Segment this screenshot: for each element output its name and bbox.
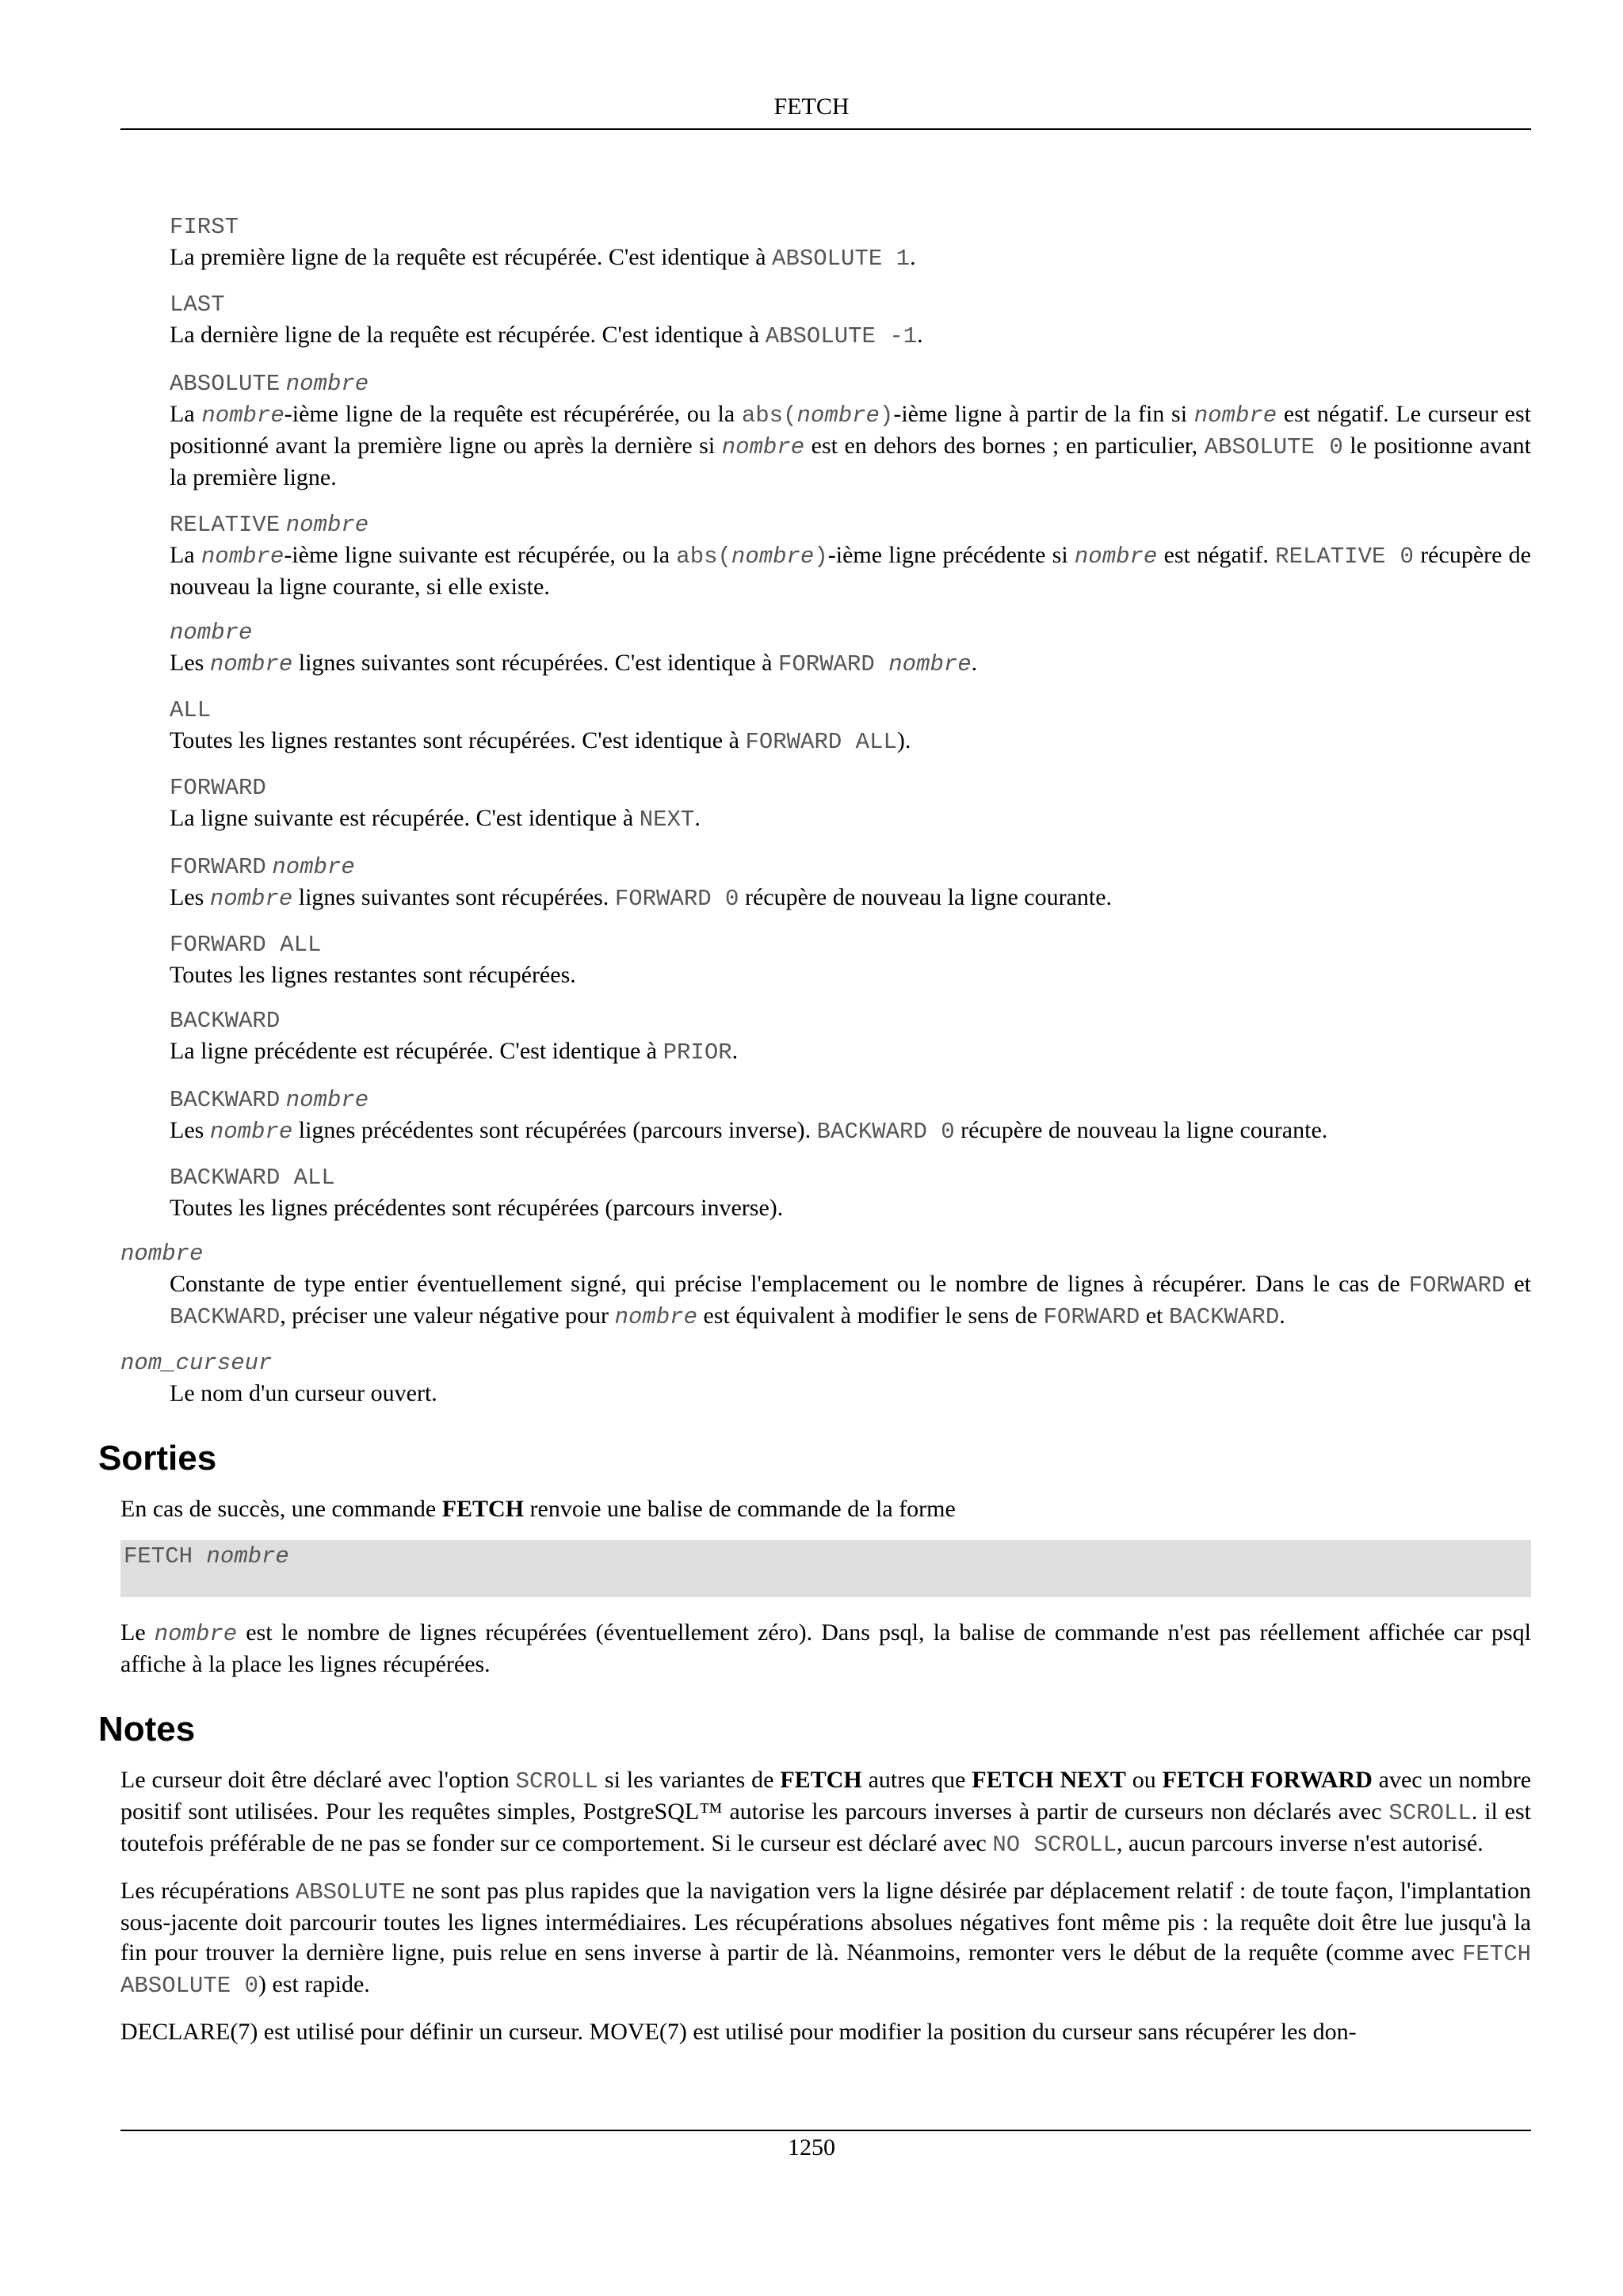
notes-paragraph-2: Les récupérations ABSOLUTE ne sont pas plus rapides que la navigation vers la ligne désirée par déplacement relatif : de toute façon, l'implantation sous-jacente doit parcourir toutes les lignes intermédiaires. Les récupérations absolues négatives font même pis : la requête doit être lue jusqu'à la fin pour trouver la dernière ligne, puis relue en sens inverse à partir de là. Néanmoins, remonter vers le début de la requête (comme avec FETCH ABSOLUTE 0) est rapide. — [120, 1878, 1532, 1999]
direction-backward-count — [170, 1084, 1531, 1147]
direction-desc: La première ligne de la requête est récupérée. C'est identique à ABSOLUTE 1. — [170, 244, 916, 272]
param-nombre — [120, 1239, 1531, 1333]
direction-desc: La nombre-ième ligne de la requête est récupérérée, ou la abs(nombre)-ième ligne à partir de la fin si nombre est négatif. Le curseur est positionné avant la première ligne ou après la dernière si nombre est en dehors des bornes ; en particulier, ABSOLUTE 0 le positionne avant la première ligne. — [170, 401, 1532, 490]
section-heading-notes: Notes — [98, 1710, 196, 1749]
direction-desc: Toutes les lignes restantes sont récupérées. C'est identique à FORWARD ALL). — [170, 727, 911, 755]
direction-term: BACKWARD — [170, 1008, 281, 1034]
param-desc: Le nom d'un curseur ouvert. — [170, 1380, 437, 1406]
direction-relative — [170, 509, 1531, 602]
direction-desc: La nombre-ième ligne suivante est récupérée, ou la abs(nombre)-ième ligne précédente si nombre est négatif. RELATIVE 0 récupère de nouveau la ligne courante, si elle existe. — [170, 542, 1531, 600]
direction-count — [170, 618, 1531, 680]
direction-term: BACKWARD ALL — [170, 1165, 335, 1191]
page-content — [98, 212, 1532, 2063]
direction-last — [170, 290, 1531, 352]
direction-backward — [170, 1006, 1531, 1068]
sorties-intro: En cas de succès, une commande FETCH renvoie une balise de commande de la forme — [120, 1496, 956, 1522]
param-term: nom_curseur — [120, 1350, 273, 1376]
notes-paragraph-1: Le curseur doit être déclaré avec l'option SCROLL si les variantes de FETCH autres que FETCH NEXT ou FETCH FORWARD avec un nombre positif sont utilisées. Pour les requêtes simples, PostgreSQL™ autorise les parcours inverses à partir de curseurs non déclarés avec SCROLL. il est toutefois préférable de ne pas se fonder sur ce comportement. Si le curseur est déclaré avec NO SCROLL, aucun parcours inverse n'est autorisé. — [120, 1767, 1532, 1858]
direction-term: BACKWARD nombre — [170, 1087, 369, 1113]
direction-term: FORWARD ALL — [170, 932, 322, 958]
direction-all — [170, 696, 1531, 757]
direction-desc: Toutes les lignes restantes sont récupérées. — [170, 962, 576, 988]
direction-desc: La ligne suivante est récupérée. C'est identique à NEXT. — [170, 805, 701, 833]
direction-term: RELATIVE nombre — [170, 512, 369, 538]
direction-list — [170, 212, 1531, 1223]
direction-term: FORWARD nombre — [170, 854, 355, 880]
direction-forward-all — [170, 930, 1531, 990]
page-number: 1250 — [788, 2134, 835, 2161]
direction-term: ALL — [170, 697, 212, 723]
direction-backward-all — [170, 1163, 1531, 1223]
direction-term: FIRST — [170, 214, 239, 240]
direction-forward-count — [170, 851, 1531, 914]
direction-absolute — [170, 368, 1531, 493]
header-rule — [120, 128, 1531, 130]
section-heading-sorties: Sorties — [98, 1439, 217, 1478]
direction-term: LAST — [170, 292, 225, 318]
param-desc: Constante de type entier éventuellement signé, qui précise l'emplacement ou le nombre de lignes à récupérer. Dans le cas de FORWARD et BACKWARD, préciser une valeur négative pour nombre est équivalent à modifier le sens de FORWARD et BACKWARD. — [170, 1271, 1532, 1330]
direction-first — [170, 212, 1531, 274]
direction-desc: Les nombre lignes suivantes sont récupérées. C'est identique à FORWARD nombre. — [170, 650, 978, 677]
direction-term: nombre — [170, 620, 253, 646]
code-block: FETCH nombre — [120, 1540, 1531, 1597]
direction-term: FORWARD — [170, 775, 266, 801]
param-nom-curseur — [120, 1348, 1531, 1409]
direction-desc: Toutes les lignes précédentes sont récupérées (parcours inverse). — [170, 1195, 784, 1221]
direction-term: ABSOLUTE nombre — [170, 371, 369, 397]
direction-desc: Les nombre lignes précédentes sont récupérées (parcours inverse). BACKWARD 0 récupère de nouveau la ligne courante. — [170, 1117, 1328, 1145]
notes-paragraph-3: DECLARE(7) est utilisé pour définir un curseur. MOVE(7) est utilisé pour modifier la position du curseur sans récupérer les don- — [120, 2019, 1357, 2045]
direction-desc: La ligne précédente est récupérée. C'est identique à PRIOR. — [170, 1038, 739, 1066]
footer-rule — [120, 2130, 1531, 2131]
param-term: nombre — [120, 1241, 204, 1267]
direction-desc: Les nombre lignes suivantes sont récupérées. FORWARD 0 récupère de nouveau la ligne courante. — [170, 884, 1113, 912]
direction-forward — [170, 773, 1531, 835]
direction-desc: La dernière ligne de la requête est récupérée. C'est identique à ABSOLUTE -1. — [170, 322, 923, 349]
running-header: FETCH — [773, 93, 850, 120]
sorties-explanation: Le nombre est le nombre de lignes récupérées (éventuellement zéro). Dans psql, la balise de commande n'est pas réellement affichée car psql affiche à la place les lignes récupérées. — [120, 1619, 1532, 1677]
